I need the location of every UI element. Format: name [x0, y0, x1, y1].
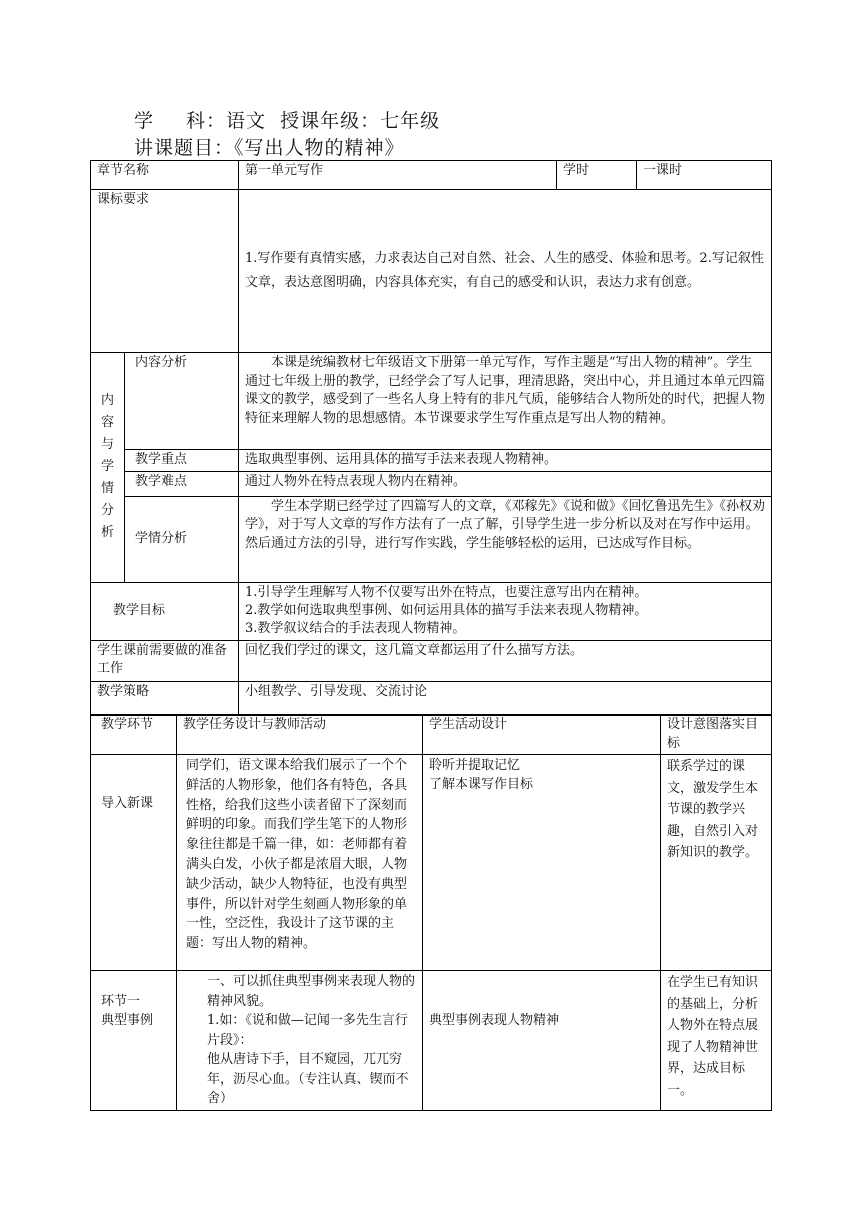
teacher-line: 1.如：《说和做—记闻一多先生言行片段》： [207, 1013, 408, 1048]
difficulty-label: 教学难点 [125, 471, 239, 496]
teacher-line: 一、可以抓住典型事例来表现人物的精神风貌。 [207, 974, 416, 1009]
grade-value: 七年级 [380, 110, 441, 132]
difficulty-text: 通过人物外在特点表现人物内在精神。 [239, 471, 772, 496]
curriculum-row [91, 190, 772, 353]
student-activity-intro [423, 755, 661, 971]
strategy-row [91, 681, 772, 715]
goals-list [239, 582, 772, 640]
stage-line: 环节一 [101, 994, 141, 1009]
prep-label: 学生课前需要做的准备工作 [91, 640, 239, 681]
strategy-text: 小组教学、引导发现、交流讨论 [239, 681, 772, 715]
analysis-char: 析 [100, 525, 114, 541]
analysis-char: 内 [100, 393, 114, 409]
chapter-row [91, 161, 772, 190]
difficulty-row [91, 471, 772, 496]
stage-header: 教学环节 [91, 715, 177, 755]
key-point-row [91, 450, 772, 472]
student-analysis-label: 学情分析 [125, 496, 239, 582]
subject-label-2: 科： [186, 110, 227, 132]
key-point-label: 教学重点 [125, 450, 239, 472]
hours-value: 一课时 [637, 161, 772, 190]
subject-value: 语文 [226, 110, 267, 132]
student-analysis-row [91, 496, 772, 582]
intent-header: 设计意图落实目标 [661, 715, 772, 755]
student-line: 了解本课写作目标 [429, 776, 534, 792]
content-analysis-row [91, 353, 772, 450]
content-analysis-text: 本课是统编教材七年级语文下册第一单元写作，写作主题是“写出人物的精神”。学生通过七年级上册的教学，已经学会了写人记事，理清思路，突出中心，并且通过本单元四篇课文的教学，感受到了一些名人身上特有的非凡气质，能够结合人物所处的时代，把握人物特征来理解人物的思想感情。本节课要求学生写作重点是写出人物的精神。 [239, 353, 772, 450]
topic-value: 《写出人物的精神》 [234, 137, 405, 159]
key-point-text: 选取典型事例、运用具体的描写手法来表现人物精神。 [239, 450, 772, 472]
intent-stage1: 在学生已有知识的基础上，分析人物外在特点展现了人物精神世界，达成目标一。 [661, 971, 772, 1111]
content-analysis-label: 内容分析 [125, 353, 239, 450]
teacher-activity-stage1 [177, 971, 423, 1111]
student-header: 学生活动设计 [423, 715, 661, 755]
chapter-label: 章节名称 [91, 161, 239, 190]
goal-item: 3.教学叙议结合的手法表现人物精神。 [245, 620, 466, 636]
topic-label: 讲课题目： [134, 137, 235, 159]
stage-line: 典型事例 [101, 1012, 154, 1028]
student-activity-stage1: 典型事例表现人物精神 [423, 971, 661, 1111]
teacher-line: 他从唐诗下手，目不窥园，兀兀穷年，沥尽心血。（专注认真、锲而不舍） [207, 1052, 409, 1106]
intent-intro: 联系学过的课文，激发学生本节课的教学兴趣，自然引入对新知识的教学。 [661, 755, 772, 971]
student-analysis-text: 学生本学期已经学过了四篇写人的文章，《邓稼先》《说和做》《回忆鲁迅先生》《孙权劝学》，对于写人文章的写作方法有了一点了解，引导学生进一步分析以及对在写作中运用。然后通过方法的引导，进行写作实践，学生能够轻松的运用，已达成写作目标。 [239, 496, 772, 582]
goals-label: 教学目标 [91, 582, 239, 640]
stage-intro: 导入新课 [91, 755, 177, 971]
process-row-stage1 [91, 971, 772, 1111]
goal-item: 1.引导学生理解写人物不仅要写出外在特点，也要注意写出内在精神。 [245, 584, 648, 600]
student-line: 聆听并提取记忆 [429, 758, 521, 773]
strategy-label: 教学策略 [91, 681, 239, 715]
header-subject-line [134, 106, 440, 133]
chapter-value: 第一单元写作 [239, 161, 557, 190]
curriculum-label: 课标要求 [91, 190, 239, 353]
analysis-vertical-label [91, 353, 125, 583]
curriculum-text [239, 190, 772, 353]
process-row-intro [91, 755, 772, 971]
goals-row [91, 582, 772, 640]
grade-label: 授课年级： [280, 110, 381, 132]
stage-one [91, 971, 177, 1111]
teacher-header: 教学任务设计与教师活动 [177, 715, 423, 755]
process-header-row [91, 715, 772, 755]
teaching-process-table [90, 714, 772, 1111]
subject-label: 学 [134, 110, 155, 132]
lesson-info-table [90, 160, 772, 716]
curriculum-paragraph: 1.写作要有真情实感，力求表达自己对自然、社会、人生的感受、体验和思考。2.写记叙性文章，表达意图明确，内容具体充实，有自己的感受和认识，表达力求有创意。 [245, 250, 764, 290]
header-topic-line [134, 133, 405, 160]
teacher-activity-intro: 同学们，语文课本给我们展示了一个个鲜活的人物形象，他们各有特色，各具性格，给我们这些小读者留下了深刻而鲜明的印象。而我们学生笔下的人物形象往往都是千篇一律，如：老师都有着满头白发，小伙子都是浓眉大眼，人物缺少活动，缺少人物特征，也没有典型事件，所以针对学生刻画人物形象的单一性，空泛性，我设计了这节课的主题：写出人物的精神。 [177, 755, 423, 971]
analysis-char: 容 [100, 415, 114, 431]
analysis-char: 与 [100, 437, 114, 453]
hours-label: 学时 [557, 161, 637, 190]
analysis-char: 分 [100, 503, 114, 519]
prep-row [91, 640, 772, 681]
goal-item: 2.教学如何选取典型事例、如何运用具体的描写手法来表现人物精神。 [245, 602, 648, 618]
prep-text: 回忆我们学过的课文，这几篇文章都运用了什么描写方法。 [239, 640, 772, 681]
analysis-char: 学 [100, 459, 114, 475]
analysis-char: 情 [100, 481, 114, 497]
